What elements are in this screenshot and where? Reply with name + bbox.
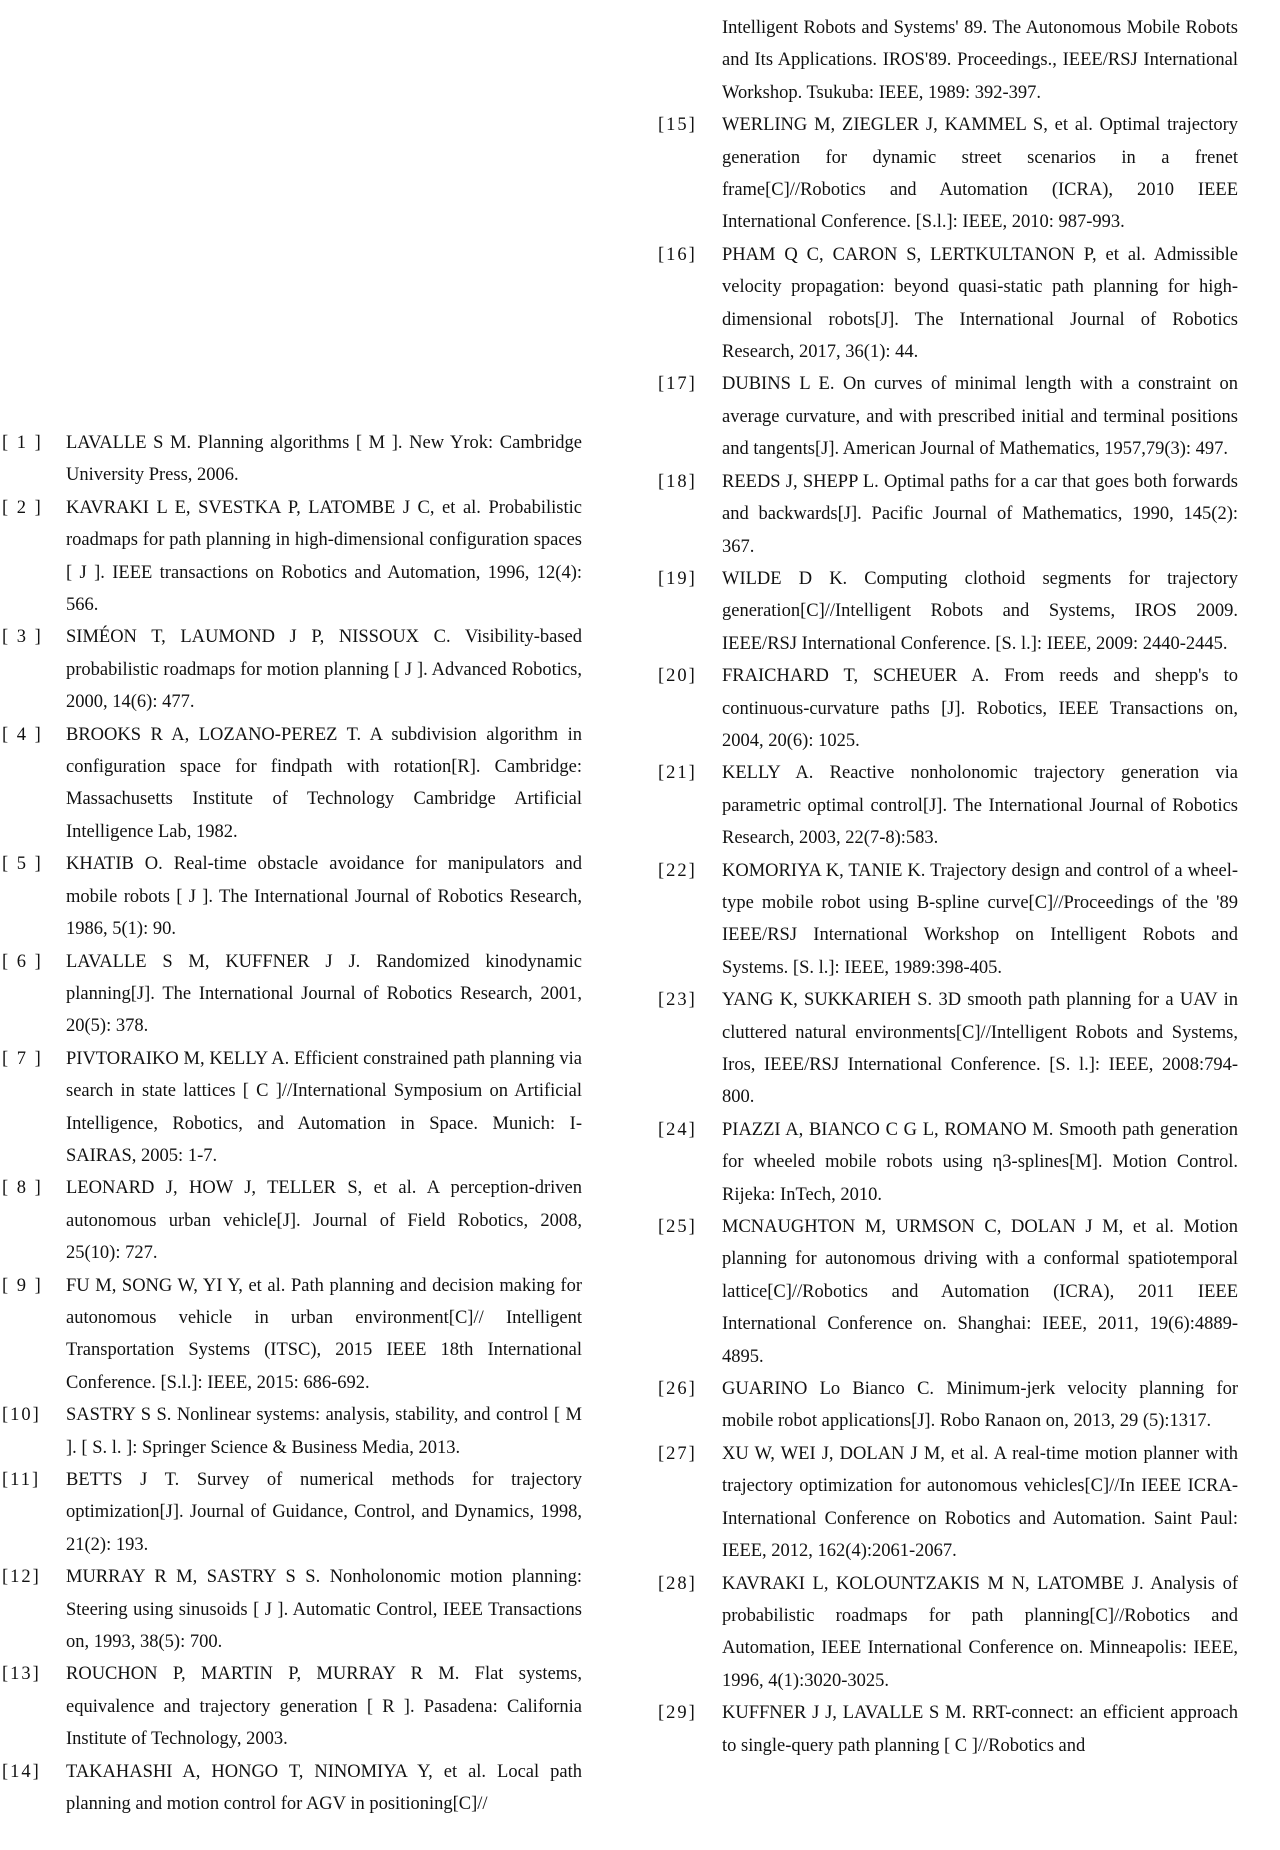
reference-text: WILDE D K. Computing clothoid segments for trajectory generation[C]//Intelligent Robots and Systems, IROS 2009. IEEE/RSJ International Conference. [S. l.]: IEEE, 2009: 2440-2445. xyxy=(722,568,1238,654)
reference-entry xyxy=(658,1373,1238,1438)
reference-number: [27] xyxy=(658,1443,697,1464)
reference-entry xyxy=(2,1464,582,1561)
reference-text: REEDS J, SHEPP L. Optimal paths for a car that goes both forwards and backwards[J]. Pacific Journal of Mathematics, 1990, 145(2): 367. xyxy=(722,471,1238,557)
reference-text: PIVTORAIKO M, KELLY A. Efficient constrained path planning via search in state lattices [ C ]//International Symposium on Artificial Intelligence, Robotics, and Automation in Space. Munich: I-SAIRAS, 2005: 1-7. xyxy=(66,1048,582,1166)
reference-number: [ 8 ] xyxy=(2,1178,43,1199)
reference-entry xyxy=(658,1114,1238,1211)
reference-entry xyxy=(2,1043,582,1173)
reference-text: FU M, SONG W, YI Y, et al. Path planning and decision making for autonomous vehicle in urban environment[C]// Intelligent Transportation Systems (ITSC), 2015 IEEE 18th International Conference. [S.l.]: IEEE, 2015: 686-692. xyxy=(66,1275,582,1393)
reference-text: KAVRAKI L E, SVESTKA P, LATOMBE J C, et al. Probabilistic roadmaps for path planning in high-dimensional configuration spaces [ J ]. IEEE transactions on Robotics and Automation, 1996, 12(4): 566. xyxy=(66,497,582,616)
reference-number: [19] xyxy=(658,568,697,589)
reference-entry xyxy=(658,660,1238,757)
reference-entry xyxy=(2,1658,582,1755)
reference-number: [20] xyxy=(658,666,697,687)
reference-entry xyxy=(658,1697,1238,1762)
reference-text: KOMORIYA K, TANIE K. Trajectory design and control of a wheel-type mobile robot using B-spline curve[C]//Proceedings of the '89 IEEE/RSJ International Workshop on Intelligent Robots and Systems. [S. l.]: IEEE, 1989:398-405. xyxy=(722,860,1238,978)
reference-number: [18] xyxy=(658,471,697,492)
reference-entry xyxy=(658,563,1238,660)
reference-number: [ 7 ] xyxy=(2,1048,43,1069)
reference-entry xyxy=(2,427,582,492)
reference-entry xyxy=(658,1568,1238,1698)
reference-text: KUFFNER J J, LAVALLE S M. RRT-connect: an efficient approach to single-query path planning [ C ]//Robotics and xyxy=(722,1703,1238,1756)
reference-entry xyxy=(2,492,582,622)
reference-entry xyxy=(2,1172,582,1269)
reference-number: [15] xyxy=(658,115,697,136)
reference-entry xyxy=(658,757,1238,854)
reference-text: LAVALLE S M. Planning algorithms [ M ]. New Yrok: Cambridge University Press, 2006. xyxy=(66,433,582,486)
reference-entry xyxy=(2,1561,582,1658)
reference-entry xyxy=(658,1438,1238,1568)
reference-number: [26] xyxy=(658,1379,697,1400)
reference-text: GUARINO Lo Bianco C. Minimum-jerk velocity planning for mobile robot applications[J]. Robo Ranaon on, 2013, 29 (5):1317. xyxy=(722,1379,1238,1432)
reference-number: [10] xyxy=(2,1405,41,1426)
reference-number: [24] xyxy=(658,1119,697,1140)
reference-text: Intelligent Robots and Systems' 89. The Autonomous Mobile Robots and Its Applications. IROS'89. Proceedings., IEEE/RSJ International Workshop. Tsukuba: IEEE, 1989: 392-397. xyxy=(722,18,1238,103)
reference-text: MURRAY R M, SASTRY S S. Nonholonomic motion planning: Steering using sinusoids [ J ]. Automatic Control, IEEE Transactions on, 1993, 38(5): 700. xyxy=(66,1567,582,1653)
reference-entry xyxy=(658,984,1238,1114)
reference-entry xyxy=(2,1270,582,1400)
reference-number: [25] xyxy=(658,1217,697,1238)
reference-entry xyxy=(2,848,582,945)
reference-entry xyxy=(658,109,1238,239)
reference-entry xyxy=(2,719,582,849)
reference-number: [11] xyxy=(2,1470,41,1490)
reference-entry xyxy=(658,466,1238,563)
reference-text: KAVRAKI L, KOLOUNTZAKIS M N, LATOMBE J. Analysis of probabilistic roadmaps for path planning[C]//Robotics and Automation, IEEE International Conference on. Minneapolis: IEEE, 1996, 4(1):3020-3025. xyxy=(722,1573,1238,1691)
reference-text: FRAICHARD T, SCHEUER A. From reeds and shepp's to continuous-curvature paths [J]. Robotics, IEEE Transactions on, 2004, 20(6): 1025. xyxy=(722,666,1238,751)
reference-number: [16] xyxy=(658,244,697,265)
reference-number: [21] xyxy=(658,763,697,784)
reference-number: [ 6 ] xyxy=(2,951,43,972)
reference-text: DUBINS L E. On curves of minimal length with a constraint on average curvature, and with prescribed initial and terminal positions and tangents[J]. American Journal of Mathematics, 1957,79(3): 497. xyxy=(722,374,1238,460)
reference-text: TAKAHASHI A, HONGO T, NINOMIYA Y, et al. Local path planning and motion control for AGV in positioning[C]// xyxy=(66,1761,582,1815)
reference-number: [ 4 ] xyxy=(2,724,43,745)
reference-text: BROOKS R A, LOZANO-PEREZ T. A subdivision algorithm in configuration space for findpath with rotation[R]. Cambridge: Massachusetts Institute of Technology Cambridge Artificial Intelligence Lab, 1982. xyxy=(66,724,582,842)
reference-text: SASTRY S S. Nonlinear systems: analysis, stability, and control [ M ]. [ S. l. ]: Springer Science & Business Media, 2013. xyxy=(66,1405,582,1458)
reference-text: KHATIB O. Real-time obstacle avoidance for manipulators and mobile robots [ J ]. The International Journal of Robotics Research, 1986, 5(1): 90. xyxy=(66,854,582,940)
reference-number: [17] xyxy=(658,374,697,395)
reference-number: [28] xyxy=(658,1573,697,1594)
reference-text: LAVALLE S M, KUFFNER J J. Randomized kinodynamic planning[J]. The International Journal of Robotics Research, 2001, 20(5): 378. xyxy=(66,951,582,1037)
reference-number: [13] xyxy=(2,1664,41,1685)
reference-list-left xyxy=(2,427,582,1820)
reference-number: [ 2 ] xyxy=(2,497,43,518)
reference-entry xyxy=(658,855,1238,985)
reference-list-right xyxy=(658,12,1238,1762)
reference-number: [23] xyxy=(658,990,697,1011)
reference-entry xyxy=(2,1399,582,1464)
reference-number: [29] xyxy=(658,1703,697,1724)
reference-entry xyxy=(2,621,582,718)
reference-text: KELLY A. Reactive nonholonomic trajectory generation via parametric optimal control[J]. The International Journal of Robotics Research, 2003, 22(7-8):583. xyxy=(722,763,1238,849)
reference-number: [14] xyxy=(2,1761,41,1782)
reference-entry xyxy=(2,946,582,1043)
reference-text: SIMÉON T, LAUMOND J P, NISSOUX C. Visibility-based probabilistic roadmaps for motion planning [ J ]. Advanced Robotics, 2000, 14(6): 477. xyxy=(66,627,582,713)
reference-entry xyxy=(658,239,1238,369)
reference-text: PIAZZI A, BIANCO C G L, ROMANO M. Smooth path generation for wheeled mobile robots using η3-splines[M]. Motion Control. Rijeka: InTech, 2010. xyxy=(722,1119,1238,1205)
reference-entry xyxy=(2,1756,582,1821)
reference-text: XU W, WEI J, DOLAN J M, et al. A real-time motion planner with trajectory optimization for autonomous vehicles[C]//In IEEE ICRA-International Conference on Robotics and Automation. Saint Paul: IEEE, 2012, 162(4):2061-2067. xyxy=(722,1443,1238,1562)
reference-number: [22] xyxy=(658,860,697,881)
reference-text: WERLING M, ZIEGLER J, KAMMEL S, et al. Optimal trajectory generation for dynamic street scenarios in a frenet frame[C]//Robotics and Automation (ICRA), 2010 IEEE International Conference. [S.l.]: IEEE, 2010: 987-993. xyxy=(722,115,1238,233)
reference-number: [ 3 ] xyxy=(2,627,43,648)
reference-number: [12] xyxy=(2,1567,41,1588)
reference-text: LEONARD J, HOW J, TELLER S, et al. A perception-driven autonomous urban vehicle[J]. Journal of Field Robotics, 2008, 25(10): 727. xyxy=(66,1178,582,1264)
reference-text: BETTS J T. Survey of numerical methods for trajectory optimization[J]. Journal of Guidance, Control, and Dynamics, 1998, 21(2): 193. xyxy=(66,1470,582,1555)
reference-text: MCNAUGHTON M, URMSON C, DOLAN J M, et al. Motion planning for autonomous driving with a conformal spatiotemporal lattice[C]//Robotics and Automation (ICRA), 2011 IEEE International Conference on. Shanghai: IEEE, 2011, 19(6):4889-4895. xyxy=(722,1217,1238,1367)
reference-text: YANG K, SUKKARIEH S. 3D smooth path planning for a UAV in cluttered natural environments[C]//Intelligent Robots and Systems, Iros, IEEE/RSJ International Conference. [S. l.]: IEEE, 2008:794-800. xyxy=(722,990,1238,1108)
reference-entry xyxy=(658,1211,1238,1373)
reference-continuation xyxy=(658,12,1238,109)
reference-number: [ 9 ] xyxy=(2,1275,43,1296)
reference-entry xyxy=(658,368,1238,465)
reference-number: [ 5 ] xyxy=(2,854,43,875)
reference-text: PHAM Q C, CARON S, LERTKULTANON P, et al. Admissible velocity propagation: beyond quasi-static path planning for high-dimensional robots[J]. The International Journal of Robotics Research, 2017, 36(1): 44. xyxy=(722,244,1238,363)
reference-number: [ 1 ] xyxy=(2,433,43,453)
reference-text: ROUCHON P, MARTIN P, MURRAY R M. Flat systems, equivalence and trajectory generation [ R ]. Pasadena: California Institute of Technology, 2003. xyxy=(66,1664,582,1750)
